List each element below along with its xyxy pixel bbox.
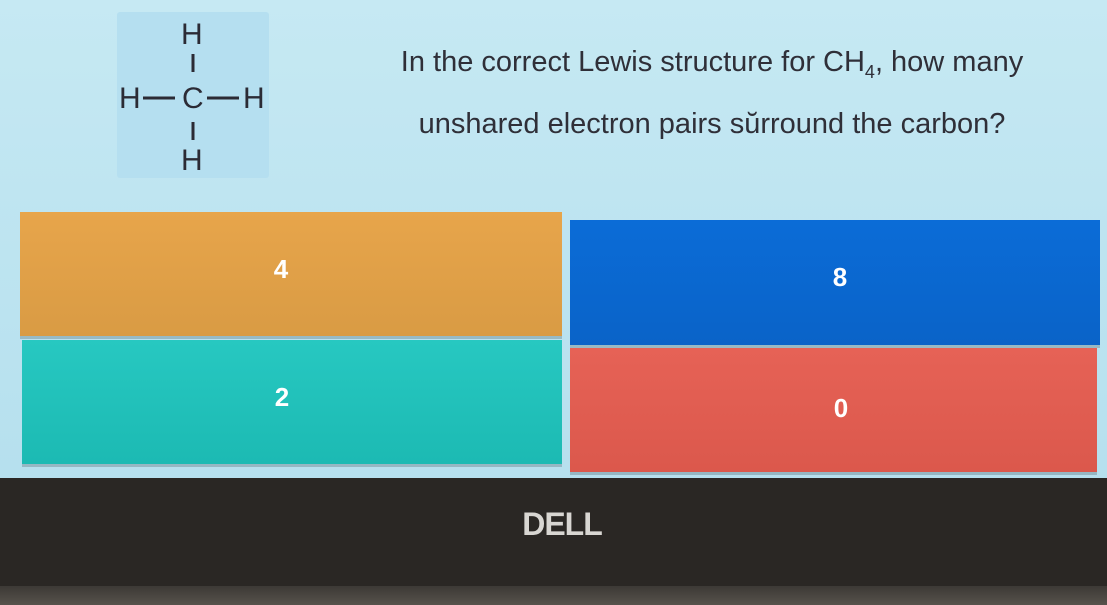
top-hydrogen: H bbox=[181, 18, 203, 51]
question-suffix: , how many unshared electron pairs sŭrround the carbon? bbox=[418, 46, 1024, 140]
answer-option-4[interactable] bbox=[570, 348, 1097, 472]
answer-option-2[interactable] bbox=[570, 220, 1100, 345]
left-hydrogen: H bbox=[119, 82, 141, 115]
answer-option-2-label: 8 bbox=[832, 262, 848, 292]
right-hydrogen: H bbox=[243, 82, 265, 115]
answer-option-3-label: 2 bbox=[274, 381, 290, 412]
dell-logo: DELL bbox=[522, 506, 602, 542]
answer-option-1[interactable] bbox=[20, 212, 562, 336]
carbon-atom: C bbox=[182, 82, 204, 115]
question-prefix: In the correct Lewis structure for CH bbox=[400, 46, 865, 78]
answer-option-4-label: 0 bbox=[833, 392, 849, 423]
bottom-hydrogen: H bbox=[181, 144, 203, 177]
answer-option-1-label: 4 bbox=[273, 253, 289, 284]
laptop-bezel-bottom bbox=[0, 586, 1107, 605]
question-subscript: 4 bbox=[864, 61, 875, 82]
answer-option-3[interactable] bbox=[22, 340, 562, 464]
